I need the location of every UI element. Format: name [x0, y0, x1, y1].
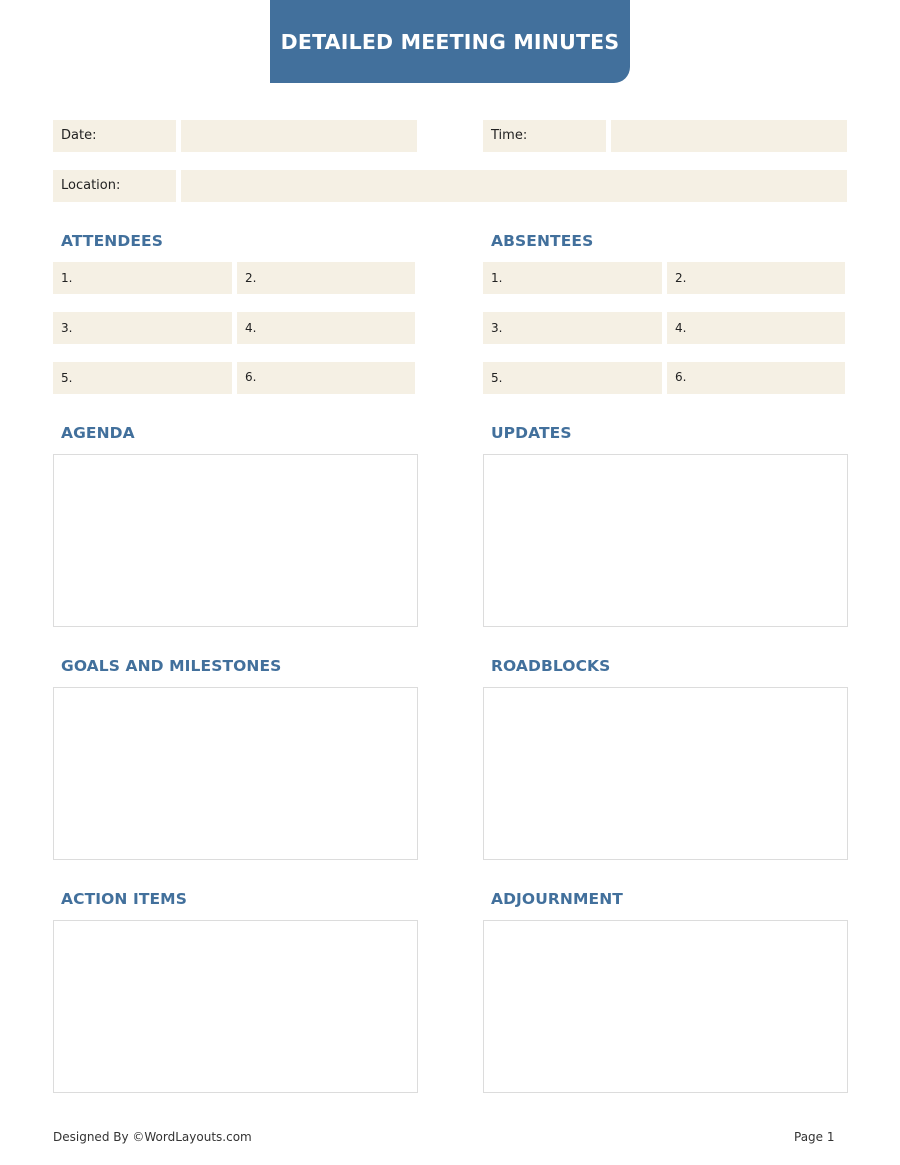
attendee-field-6[interactable]: 6. — [237, 362, 415, 394]
absentee-field-4[interactable]: 4. — [667, 312, 845, 344]
goals-title: GOALS AND MILESTONES — [61, 657, 282, 675]
adjournment-textbox[interactable] — [483, 920, 848, 1093]
updates-title: UPDATES — [491, 424, 572, 442]
time-label: Time: — [491, 128, 528, 143]
location-label: Location: — [61, 178, 121, 193]
updates-textbox[interactable] — [483, 454, 848, 627]
goals-textbox[interactable] — [53, 687, 418, 860]
location-field[interactable] — [181, 170, 847, 202]
absentee-field-2[interactable]: 2. — [667, 262, 845, 294]
adjournment-title: ADJOURNMENT — [491, 890, 623, 908]
attendee-field-2[interactable]: 2. — [237, 262, 415, 294]
attendee-field-5[interactable]: 5. — [53, 362, 232, 394]
roadblocks-title: ROADBLOCKS — [491, 657, 611, 675]
agenda-textbox[interactable] — [53, 454, 418, 627]
page-number: Page 1 — [794, 1130, 835, 1144]
attendee-field-1[interactable]: 1. — [53, 262, 232, 294]
attendees-title: ATTENDEES — [61, 232, 163, 250]
footer-credit: Designed By ©WordLayouts.com — [53, 1130, 252, 1144]
date-label: Date: — [61, 128, 97, 143]
time-field[interactable] — [611, 120, 847, 152]
roadblocks-textbox[interactable] — [483, 687, 848, 860]
absentee-field-6[interactable]: 6. — [667, 362, 845, 394]
action-items-textbox[interactable] — [53, 920, 418, 1093]
absentee-field-1[interactable]: 1. — [483, 262, 662, 294]
attendee-field-4[interactable]: 4. — [237, 312, 415, 344]
page-title: DETAILED MEETING MINUTES — [280, 29, 620, 54]
absentee-field-3[interactable]: 3. — [483, 312, 662, 344]
location-label-cell — [53, 170, 176, 202]
date-field[interactable] — [181, 120, 417, 152]
time-label-cell — [483, 120, 606, 152]
agenda-title: AGENDA — [61, 424, 135, 442]
action-items-title: ACTION ITEMS — [61, 890, 187, 908]
absentees-title: ABSENTEES — [491, 232, 594, 250]
absentee-field-5[interactable]: 5. — [483, 362, 662, 394]
attendee-field-3[interactable]: 3. — [53, 312, 232, 344]
title-banner — [270, 0, 630, 83]
date-label-cell — [53, 120, 176, 152]
